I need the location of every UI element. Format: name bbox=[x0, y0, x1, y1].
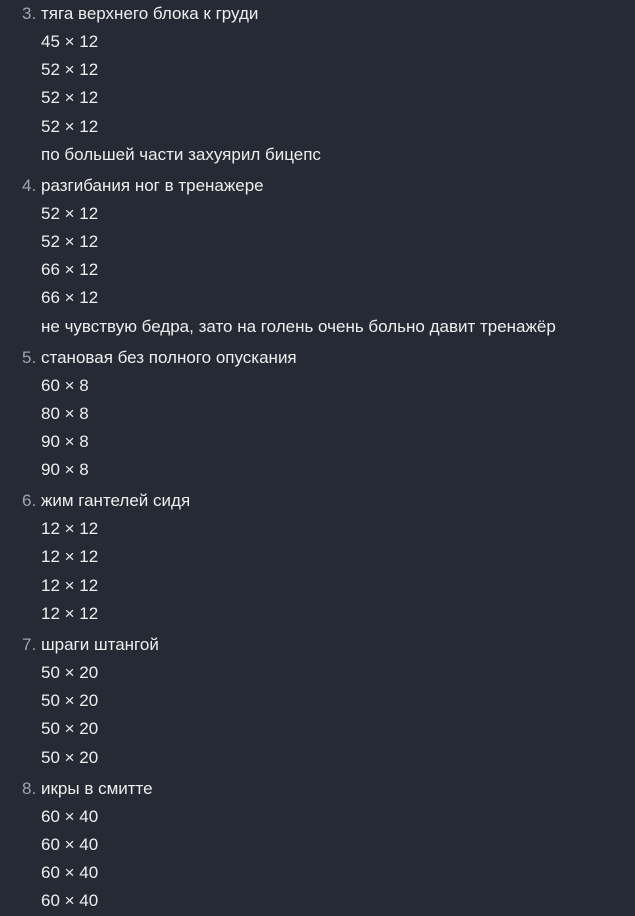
list-number: 5. bbox=[22, 347, 37, 367]
set-entry: 50 × 20 bbox=[41, 691, 99, 711]
exercise-item bbox=[0, 172, 635, 341]
set-entry: 52 × 12 bbox=[41, 60, 99, 80]
set-entry: 50 × 20 bbox=[41, 747, 99, 767]
exercise-item bbox=[0, 775, 635, 916]
exercise-title: шраги штангой bbox=[41, 635, 159, 654]
exercise-item bbox=[0, 631, 635, 772]
set-entry: 80 × 8 bbox=[41, 403, 89, 423]
exercise-title: разгибания ног в тренажере bbox=[41, 175, 264, 195]
set-entry: 60 × 8 bbox=[41, 375, 89, 395]
list-number: 8. bbox=[22, 778, 37, 798]
set-entry: 12 × 12 bbox=[41, 575, 99, 595]
exercise-title: становая без полного опускания bbox=[41, 347, 297, 367]
set-entry: 60 × 40 bbox=[41, 863, 99, 883]
set-entry: 66 × 12 bbox=[41, 288, 99, 308]
exercise-item bbox=[0, 487, 635, 628]
list-number: 3. bbox=[22, 4, 37, 23]
list-number: 7. bbox=[22, 635, 37, 654]
exercise-title: жим гантелей сидя bbox=[41, 491, 191, 511]
set-entry: 90 × 8 bbox=[41, 431, 89, 451]
set-entry: 52 × 12 bbox=[41, 231, 99, 251]
exercise-header bbox=[0, 775, 635, 803]
set-entry: 60 × 40 bbox=[41, 834, 99, 854]
set-entry: 12 × 12 bbox=[41, 547, 99, 567]
exercise-note: по большей части захуярил бицепс bbox=[41, 144, 321, 164]
set-entry: 12 × 12 bbox=[41, 519, 99, 539]
set-entry: 50 × 20 bbox=[41, 663, 99, 682]
exercise-item bbox=[0, 344, 635, 485]
exercise-note: не чувствую бедра, зато на голень очень больно давит тренажёр bbox=[41, 316, 556, 336]
exercise-title: тяга верхнего блока к груди bbox=[41, 4, 259, 23]
list-number: 4. bbox=[22, 175, 37, 195]
exercise-title: икры в смитте bbox=[41, 778, 153, 798]
set-entry: 52 × 12 bbox=[41, 203, 99, 223]
set-entry: 60 × 40 bbox=[41, 891, 99, 911]
set-entry: 45 × 12 bbox=[41, 32, 99, 51]
set-entry: 66 × 12 bbox=[41, 260, 99, 280]
set-entry: 52 × 12 bbox=[41, 116, 99, 136]
exercise-header bbox=[0, 487, 635, 515]
set-entry: 90 × 8 bbox=[41, 460, 89, 480]
exercise-header bbox=[0, 344, 635, 372]
exercise-item bbox=[0, 0, 635, 169]
exercise-header bbox=[0, 172, 635, 200]
exercise-header bbox=[0, 631, 635, 659]
exercise-header bbox=[0, 0, 635, 28]
list-number: 6. bbox=[22, 491, 37, 511]
set-entry: 50 × 20 bbox=[41, 719, 99, 739]
set-entry: 60 × 40 bbox=[41, 806, 99, 826]
set-entry: 52 × 12 bbox=[41, 88, 99, 108]
set-entry: 12 × 12 bbox=[41, 603, 99, 623]
